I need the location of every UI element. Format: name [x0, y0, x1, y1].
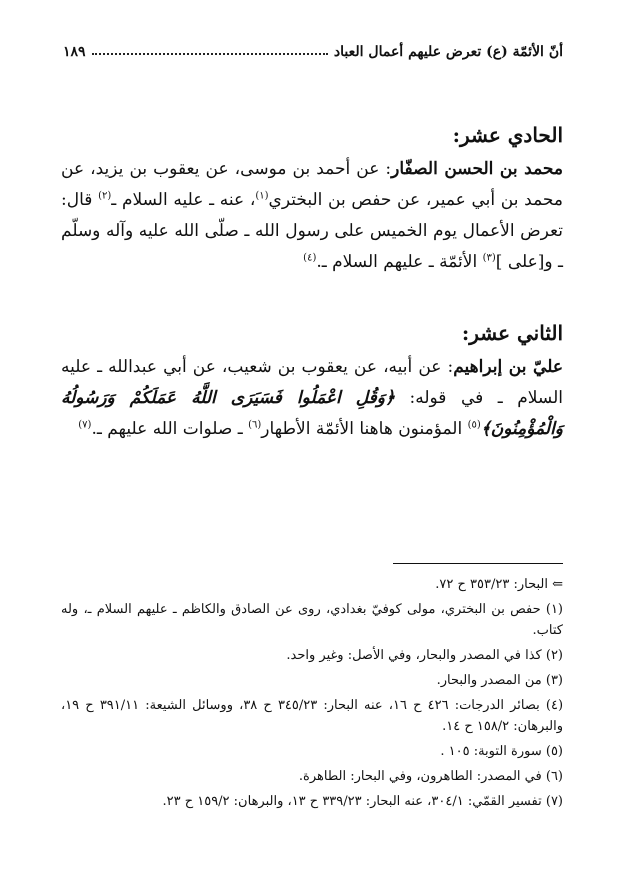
section-twelve-heading: الثاني عشر:	[461, 321, 563, 345]
quran-verse: ﴿وَقُلِ اعْمَلُوا فَسَيَرَى اللَّهُ عَمَلَكُمْ وَرَسُولُهُ وَالْمُؤْمِنُونَ﴾	[61, 388, 563, 439]
footnote-6: (٦) في المصدر: الطاهرون، وفي البحار: الطاهرة.	[298, 769, 563, 784]
footnote-3: (٣) من المصدر والبحار.	[436, 673, 563, 688]
footnote-1: (١) حفص بن البختري، مولى كوفيّ بغدادي، روى عن الصادق والكاظم ـ عليهم السلام ـ، وله كتاب.	[61, 602, 563, 638]
footnote-7: (٧) تفسير القمّي: ٣٠٤/١، عنه البحار: ٣٣٩/٢٣ ح ١٣، والبرهان: ١٥٩/٢ ح ٢٣.	[162, 794, 563, 809]
footnote-ref-4[interactable]: (٤)	[303, 252, 317, 264]
leader-dots	[92, 52, 328, 55]
section-eleven-heading: الحادي عشر:	[452, 123, 563, 147]
footnote-ref-1[interactable]: (١)	[255, 190, 269, 202]
footnote-ref-2[interactable]: (٢)	[98, 190, 112, 202]
footnote-5: (٥) سورة التوبة: ١٠٥ .	[440, 744, 563, 759]
section-twelve-text: عليّ بن إبراهيم: عن أبيه، عن يعقوب بن شعيب، عن أبي عبدالله ـ عليه السلام ـ في قوله: ﴿وَقُلِ اعْمَلُوا فَسَيَرَى اللَّهُ عَمَلَكُمْ وَرَسُولُهُ وَالْمُؤْمِنُونَ﴾$^{(٥)}$ المؤمنون هاهنا الأئمّة الأطهار$^{(٦)}$ ـ صلوات الله عليهم ـ.$^{(٧)}$	[61, 357, 563, 439]
narrator-name: محمد بن الحسن الصفّار	[391, 159, 563, 179]
footnote-source: ⇐ البحار: ٣٥٣/٢٣ ح ٧٢.	[435, 577, 563, 592]
footnote-ref-6[interactable]: (٦)	[248, 419, 262, 431]
page-number: ١٨٩	[63, 44, 86, 60]
section-eleven	[61, 120, 563, 278]
footnote-ref-3[interactable]: (٣)	[482, 252, 496, 264]
running-title: أنّ الأئمّة (ع) تعرض عليهم أعمال العباد	[333, 44, 563, 60]
footnote-divider	[393, 563, 563, 564]
running-header	[63, 36, 563, 60]
footnote-ref-5[interactable]: (٥)	[467, 419, 481, 431]
footnote-4: (٤) بصائر الدرجات: ٤٢٦ ح ١٦، عنه البحار: ٣٤٥/٢٣ ح ٣٨، ووسائل الشيعة: ٣٩١/١١ ح ١٩، والبرهان: ١٥٨/٢ ح ١٤.	[61, 698, 564, 734]
narrator-name: عليّ بن إبراهيم	[453, 357, 563, 377]
section-eleven-text: محمد بن الحسن الصفّار: عن أحمد بن موسى، عن يعقوب بن يزيد، عن محمد بن أبي عمير، عن حفص بن البختري$^{(١)}$، عنه ـ عليه السلام ـ$^{(٢)}$ قال: تعرض الأعمال يوم الخميس على رسول الله ـ صلّى الله عليه وآله وسلّم ـ و[على ]$^{(٣)}$ الأئمّة ـ عليهم السلام ـ.$^{(٤)}$	[61, 159, 564, 272]
section-twelve	[61, 318, 563, 445]
footnotes	[61, 574, 563, 816]
footnote-ref-7[interactable]: (٧)	[78, 419, 92, 431]
footnote-2: (٢) كذا في المصدر والبحار، وفي الأصل: وغير واحد.	[286, 648, 563, 663]
